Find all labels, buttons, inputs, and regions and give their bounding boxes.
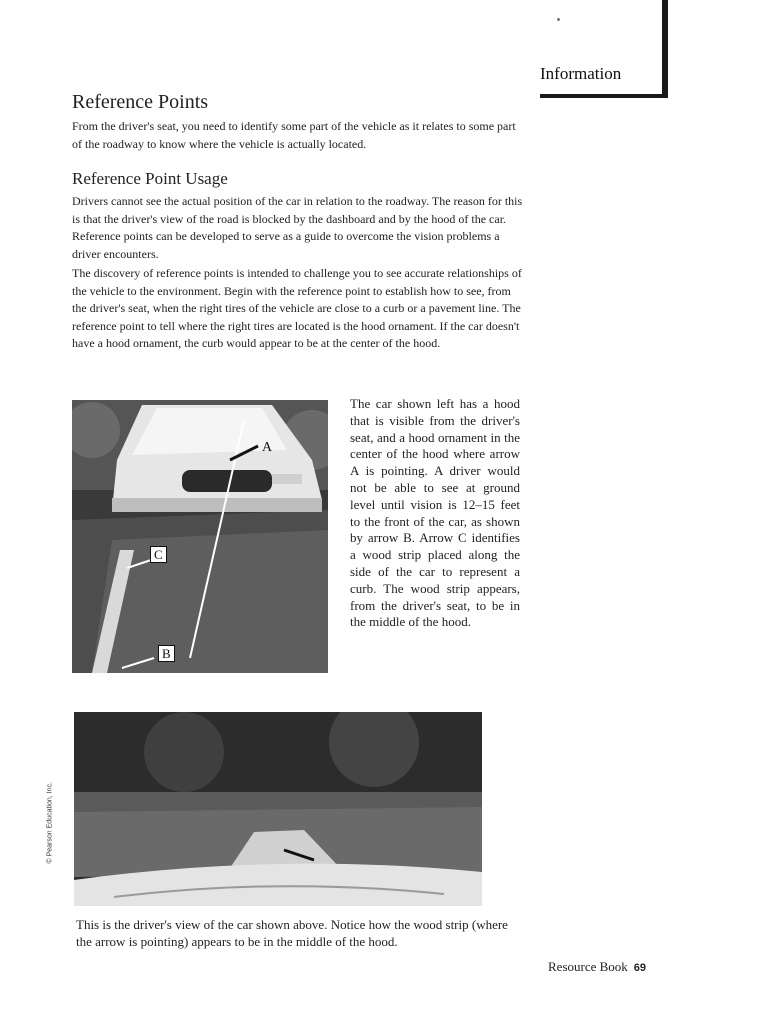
usage-paragraph-1: Drivers cannot see the actual position of the car in relation to the roadway. The reason for this is that the driver's view of the road is blocked by the dashboard and by the hood of the car. Reference points can be developed to serve as a guide to overcome the vision problems a driver encounters. bbox=[72, 194, 523, 261]
scan-speck bbox=[557, 18, 560, 21]
label-c: C bbox=[150, 546, 167, 563]
label-a: A bbox=[262, 440, 273, 455]
page-footer bbox=[548, 959, 646, 975]
section-label: Information bbox=[540, 64, 622, 83]
driver-view-illustration bbox=[74, 712, 482, 906]
usage-paragraph-2: The discovery of reference points is intended to challenge you to see accurate relationships of the vehicle to the environment. Begin with the reference point to establish how to see, from the driver's seat, when the right tires of the vehicle are close to a curb or a pavement line. The reference point to tell where the right tires are located is the hood ornament. If the car doesn't have a hood ornament, the curb would appear to be at the center of the hood. bbox=[72, 266, 522, 350]
footer-book-title: Resource Book bbox=[548, 959, 628, 974]
page-number: 69 bbox=[633, 962, 647, 974]
header-rule bbox=[540, 94, 668, 98]
header-vertical-bar bbox=[662, 0, 668, 98]
page-title: Reference Points bbox=[72, 91, 209, 113]
driver-view-photo bbox=[74, 712, 482, 906]
car-hood-photo bbox=[72, 400, 328, 673]
intro-paragraph: From the driver's seat, you need to identify some part of the vehicle as it relates to some part of the roadway to know where the vehicle is actually located. bbox=[72, 119, 516, 151]
figure1-caption: The car shown left has a hood that is visible from the driver's seat, and a hood ornament in the center of the hood where arrow A is pointing. A driver would not be able to see at ground level until vision is 12–15 feet to the front of the car, as shown by arrow B. Arrow C identifies a wood strip placed along the side of the car to represent a curb. The wood strip appears, from the driver's seat, to be in the middle of the hood. bbox=[350, 396, 520, 630]
car-hood-illustration bbox=[72, 400, 328, 673]
label-b: B bbox=[158, 645, 175, 662]
figure2-caption: This is the driver's view of the car shown above. Notice how the wood strip (where the arrow is pointing) appears to be in the middle of the hood. bbox=[76, 917, 508, 949]
section-heading: Reference Point Usage bbox=[72, 169, 228, 188]
copyright-note: © Pearson Education, Inc. bbox=[46, 782, 54, 864]
